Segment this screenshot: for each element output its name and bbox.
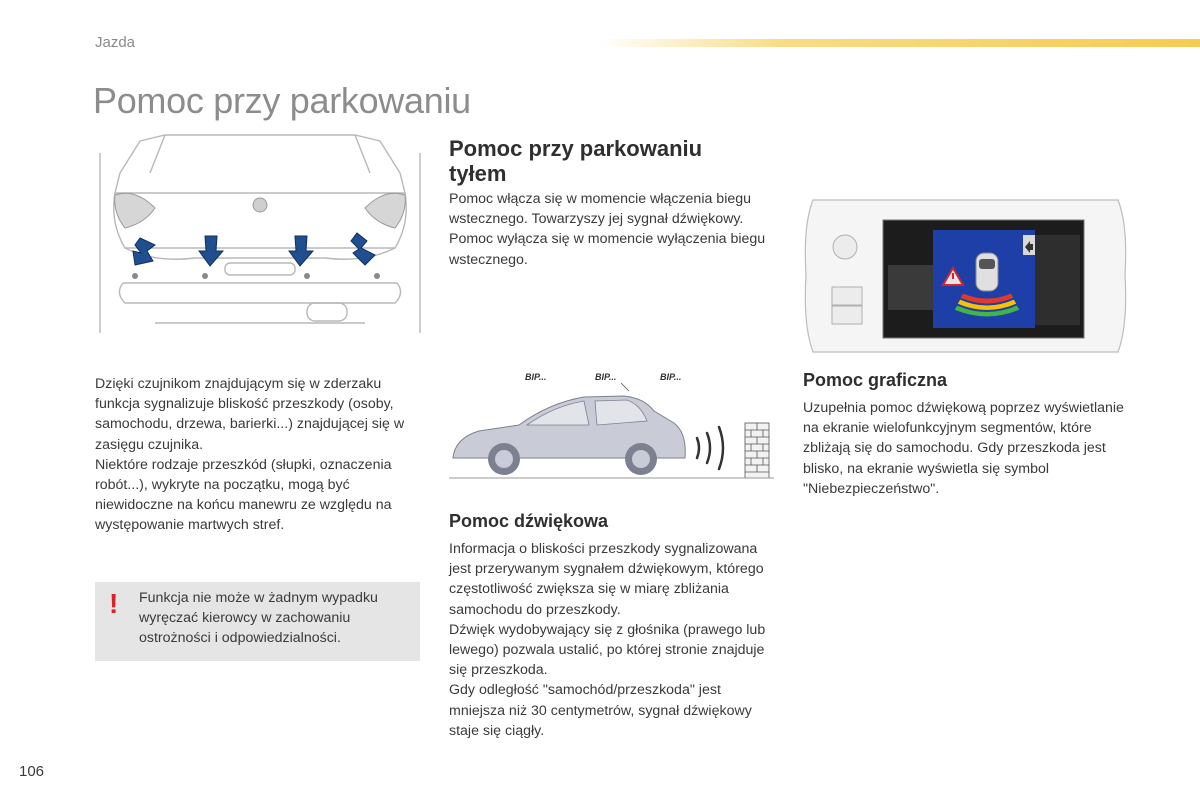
sensor-dots	[132, 273, 380, 279]
sound-assist-paragraph-2: Dźwięk wydobywający się z głośnika (prawego lub lewego) pozwala ustalić, po której stronie znajduje się przeszkoda.	[449, 621, 766, 679]
intro-paragraph-2: Niektóre rodzaje przeszkód (słupki, oznaczenia robót...), wykryte na początku, mogą być niewidoczne na końcu manewru ze względu na występowanie martwych stref.	[95, 456, 392, 534]
section-label: Jazda	[95, 34, 136, 51]
reverse-assist-heading: Pomoc przy parkowaniu tyłem	[449, 136, 703, 186]
beep-label-3: BIP...	[660, 372, 682, 382]
sound-assist-paragraph-1: Informacja o bliskości przeszkody sygnalizowana jest przerywanym sygnałem dźwiękowym, którego częstotliwość zwiększa się w miarę zbliżania samochodu do przeszkody.	[449, 541, 764, 618]
side-button-bottom	[832, 306, 862, 324]
graphic-assist-paragraph: Uzupełnia pomoc dźwiękową poprzez wyświetlanie na ekranie wielofunkcyjnym segmentów, które zbliżają się do samochodu. Gdy przeszkoda jest blisko, na ekranie wyświetla się symbol "Niebezpieczeństwo".	[803, 400, 1124, 497]
car-side-icon	[453, 396, 685, 475]
lower-bumper	[119, 283, 400, 303]
warning-text: Funkcja nie może w żadnym wypadku wyręczać kierowcy w zachowaniu ostrożności i odpowiedzialności.	[139, 590, 378, 647]
page-number: 106	[19, 763, 45, 780]
brand-badge-icon	[253, 198, 267, 212]
reverse-assist-paragraph-2: Pomoc wyłącza się w momencie wyłączenia biegu wstecznego.	[449, 231, 766, 268]
sound-assist-text	[449, 539, 774, 741]
intro-text	[95, 374, 425, 536]
sensor-arrow-icons	[133, 233, 375, 266]
volume-knob-icon	[833, 235, 857, 259]
beep-label-1: BIP...	[525, 372, 547, 382]
rear-window-outline	[115, 135, 405, 193]
sound-assist-paragraph-3: Gdy odległość "samochód/przeszkoda" jest mniejsza niż 30 centymetrów, sygnał dźwiękowy staje się ciągły.	[449, 682, 752, 739]
car-side-illustration	[449, 363, 774, 485]
accent-bar	[600, 39, 1200, 47]
page-title: Pomoc przy parkowaniu	[93, 80, 471, 121]
reverse-assist-paragraph-1: Pomoc włącza się w momencie włączenia biegu wstecznego. Towarzyszy jej sygnał dźwiękowy.	[449, 191, 752, 228]
rear-sensors-illustration	[95, 133, 425, 358]
beep-pointer	[621, 383, 629, 391]
multifunction-screen-illustration	[803, 195, 1128, 357]
roof-lines	[150, 135, 370, 173]
sound-wave-icons	[697, 427, 723, 469]
graphic-assist-heading: Pomoc graficzna	[803, 370, 948, 390]
brick-wall-icon	[745, 423, 769, 478]
warning-box	[95, 582, 420, 661]
intro-paragraph-1: Dzięki czujnikom znajdującym się w zderzaku funkcja sygnalizuje bliskość przeszkody (osoby, samochodu, drzewa, barierki...) znajdującej się w zasięgu czujnika.	[95, 376, 405, 453]
car-top-view-icon	[976, 253, 998, 291]
reverse-assist-text	[449, 189, 769, 270]
sound-assist-heading: Pomoc dźwiękowa	[449, 511, 609, 531]
beep-label-2: BIP...	[595, 372, 617, 382]
warning-icon: !	[109, 588, 119, 619]
side-button-top	[832, 287, 862, 305]
